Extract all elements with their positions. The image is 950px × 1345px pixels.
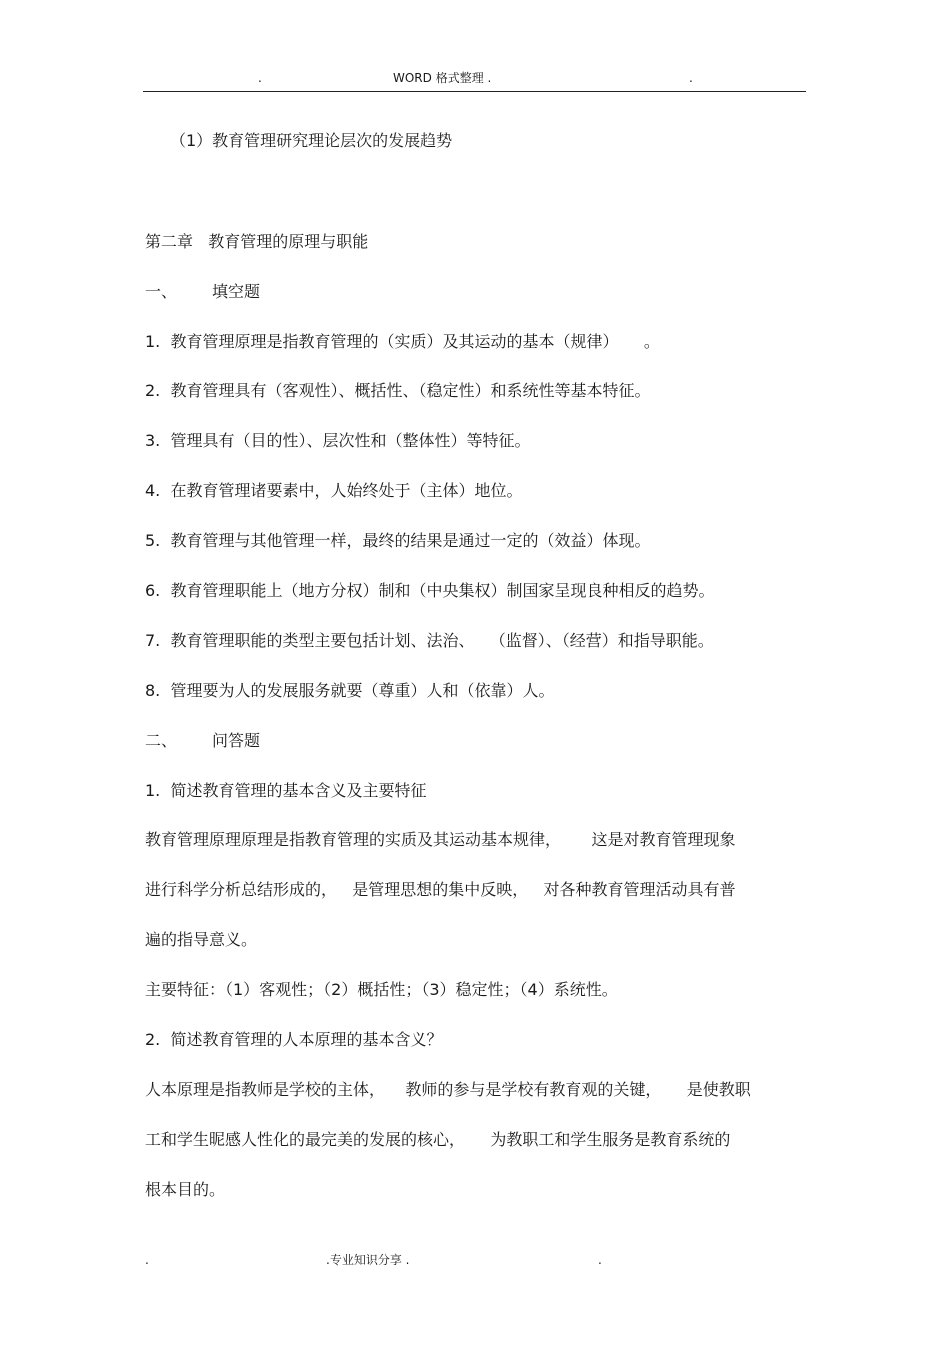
section-fill-blank-number: 一、 xyxy=(145,282,178,301)
answer-2-line-2: 工和学生昵感人性化的最完美的发展的核心， 为教职工和学生服务是教育系统的 xyxy=(145,1130,731,1149)
header-dot-right: . xyxy=(689,71,693,85)
footer-dot-left: . xyxy=(145,1253,149,1267)
fill-item-3: 3. 管理具有（目的性）、层次性和（整体性）等特征。 xyxy=(145,431,531,450)
answer-2-line-3: 根本目的。 xyxy=(145,1180,226,1199)
fill-item-4: 4. 在教育管理诸要素中，人始终处于（主体）地位。 xyxy=(145,481,523,500)
answer-1-features: 主要特征：（1）客观性；（2）概括性；（3）稳定性；（4）系统性。 xyxy=(145,980,618,999)
header-dot-left: . xyxy=(258,71,262,85)
fill-item-5: 5. 教育管理与其他管理一样，最终的结果是通过一定的（效益）体现。 xyxy=(145,531,651,550)
section-qa-number: 二、 xyxy=(145,731,178,750)
section-fill-blank-title: 填空题 xyxy=(212,282,261,301)
footer-text: .专业知识分享 . xyxy=(326,1253,410,1267)
subtitle: （1）教育管理研究理论层次的发展趋势 xyxy=(170,131,453,150)
answer-2-line-1: 人本原理是指教师是学校的主体， 教师的参与是学校有教育观的关键， 是使教职 xyxy=(145,1080,751,1099)
answer-1-line-3: 遍的指导意义。 xyxy=(145,930,258,949)
answer-1-line-1: 教育管理原理原理是指教育管理的实质及其运动基本规律， 这是对教育管理现象 xyxy=(145,830,736,849)
fill-item-7: 7. 教育管理职能的类型主要包括计划、法治、 （监督）、（经营）和指导职能。 xyxy=(145,631,714,650)
chapter-title: 第二章 教育管理的原理与职能 xyxy=(145,232,369,251)
fill-item-6: 6. 教育管理职能上（地方分权）制和（中央集权）制国家呈现良种相反的趋势。 xyxy=(145,581,715,600)
header-divider xyxy=(143,91,806,92)
question-2: 2. 简述教育管理的人本原理的基本含义？ xyxy=(145,1030,443,1049)
fill-item-1: 1. 教育管理原理是指教育管理的（实质）及其运动的基本（规律） 。 xyxy=(145,332,660,351)
fill-item-8: 8. 管理要为人的发展服务就要（尊重）人和（依靠）人。 xyxy=(145,681,555,700)
fill-item-2: 2. 教育管理具有（客观性）、概括性、（稳定性）和系统性等基本特征。 xyxy=(145,381,651,400)
section-qa-title: 问答题 xyxy=(212,731,261,750)
answer-1-line-2: 进行科学分析总结形成的， 是管理思想的集中反映， 对各种教育管理活动具有普 xyxy=(145,880,736,899)
header-title: WORD 格式整理 . xyxy=(393,71,492,85)
footer-dot-right: . xyxy=(598,1253,602,1267)
question-1: 1. 简述教育管理的基本含义及主要特征 xyxy=(145,781,427,800)
